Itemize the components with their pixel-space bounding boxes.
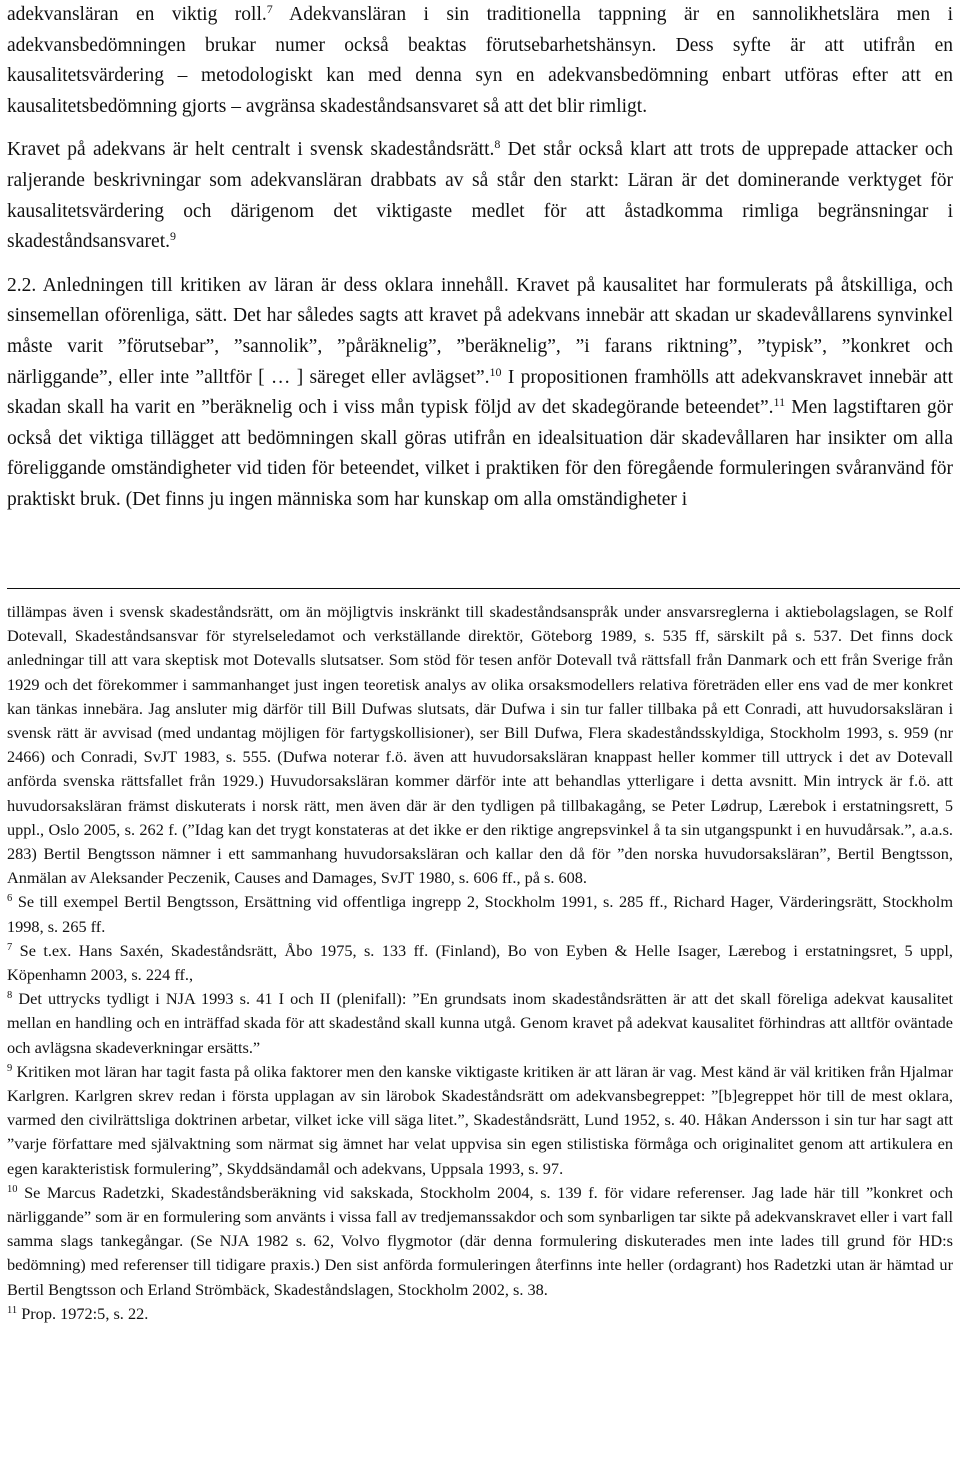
- footnote-number: 11: [7, 1304, 18, 1316]
- footnote-number: 8: [7, 990, 13, 1002]
- footnote-text: Se t.ex. Hans Saxén, Skadeståndsrätt, Åbo 1975, s. 133 ff. (Finland), Bo von Eyben & Helle Isager, Lærebog i erstatningsret, 5 uppl, Köpenhamn 2003, s. 224 ff.,: [7, 940, 953, 985]
- footnote-6: [7, 890, 953, 938]
- paragraph-3-text-a: 2.2. Anledningen till kritiken av läran är dess oklara innehåll. Kravet på kausalitet har formulerats på åtskilliga, och sinsemellan oförenliga, sätt. Det har således sagts att kravet på adekvans innebär att skadan ur skadevållarens synvinkel måste varit ”förutsebar”, ”sannolik”, ”påräknelig”, ”beräknelig”, ”i farans riktning”, ”typisk”, ”konkret och närliggande”, eller inte ”alltför [ … ] säreget eller avlägset”.: [7, 274, 953, 388]
- footnote-text: Se till exempel Bertil Bengtsson, Ersättning vid offentliga ingrepp 2, Stockholm 1991, s. 285 ff., Richard Hager, Värderingsrätt, Stockholm 1998, s. 265 ff.: [7, 892, 953, 936]
- footnote-number: 6: [7, 893, 13, 905]
- paragraph-3-text-b: I propositionen framhölls att adekvanskravet innebär att skadan skall ha varit en ”beräknelig och i viss mån typisk följd av det skadegörande beteendet”.: [7, 366, 954, 419]
- footnote-ref-8[interactable]: 8: [494, 137, 501, 152]
- paragraph-3-text-c: Men lagstiftaren gör också det viktiga tillägget att bedömningen skall göras utifrån en idealsituation där skadevållaren har insikter om alla föreliggande omständigheter vid tiden för beteendet, vilket i praktiken för den föregående formuleringen svåranvänd för praktiskt bruk. (Det finns ju ingen människa som har kunskap om alla omständigheter i: [7, 397, 954, 510]
- footnote-text: Se Marcus Radetzki, Skadeståndsberäkning vid sakskada, Stockholm 2004, s. 139 f. för vidare referenser. Jag lade här till ”konkret och närliggande” som är en formulering som använts i vissa fall av tredjemanssakdor och som synbarligen tar sikte på adekvanskravet eller i vart fall samma slags tankegångar. (Se NJA 1982 s. 62, Volvo flygmotor (där denna formulering diskuterades men inte lades till grund för HD:s bedömning) med referenser till tidigare praxis.) Den sist anförda formuleringen återfinns inte heller (ordagrant) hos Radetzki utan är hämtad ur Bertil Bengtsson och Erland Strömbäck, Skadeståndslagen, Stockholm 2002, s. 38.: [7, 1182, 953, 1299]
- paragraph-3: [7, 271, 953, 516]
- paragraph-1-text-b: Adekvansläran i sin traditionella tappning är en sannolikhetslära men i adekvansbedömningen brukar numer också beaktas förutsebarhetshänsyn. Dess syfte är att utifrån en kausalitetsvärdering – metodologiskt kan med denna syn en adekvansbedömning enbart utföras efter att en kausalitetsbedömning gjorts – avgränsa skadeståndsansvaret så att det blir rimligt.: [7, 4, 954, 117]
- footnote-7: [7, 939, 953, 987]
- footnote-separator: [7, 588, 960, 589]
- document-page: [7, 0, 954, 1323]
- paragraph-2: [7, 135, 953, 257]
- footnote-text: Det uttrycks tydligt i NJA 1993 s. 41 I och II (plenifall): ”En grundsats inom skadeståndsrätten är att det skall föreliga adekvat kausalitet mellan en handling och en inträffad skada för att skadestånd skall kunna utgå. Genom kravet på adekvat kausalitet förhindras att alltför oväntade och avlägsna skadeverkningar ersätts.”: [7, 989, 953, 1057]
- paragraph-2-text-b: Det står också klart att trots de upprepade attacker och raljerande beskrivningar som adekvansläran drabbats av så står den starkt: Läran är det dominerande verktyget för kausalitetsvärdering och därigenom det viktigaste medlet för att åstadkomma rimliga begränsningar i skadeståndsansvaret.: [7, 139, 954, 253]
- footnote-10: [7, 1181, 953, 1302]
- footnote-number: 7: [7, 941, 13, 953]
- paragraph-2-text-a: Kravet på adekvans är helt centralt i svensk skadeståndsrätt.: [7, 139, 495, 161]
- footnote-text: Prop. 1972:5, s. 22.: [17, 1303, 149, 1323]
- footnote-8: [7, 987, 953, 1060]
- footnote-ref-10[interactable]: 10: [489, 364, 502, 379]
- footnote-continuation: tillämpas även i svensk skadeståndsrätt, om än möjligtvis inskränkt till skadeståndsanspråk under ansvarsreglerna i aktiebolagslagen, se Rolf Dotevall, Skadeståndsansvar för styrelseledamot och verkställande direktör, Göteborg 1989, s. 535 ff, särskilt på s. 537. Det finns dock anledningar till att vara skeptisk mot Dotevalls slutsatser. Som stöd för tesen anför Dotevall två rättsfall från Danmark och ett från Sverige från 1929 och det förekommer i sammanhanget just ingen teoretisk analys av olika orsaksmodellers relativa företräden eller ens vad de mer konkret kan tänkas innebära. Jag ansluter mig därför till Bill Dufwas slutsats, där Dufwa i sin tur faller tillbaka på ett Conradi, att huvudorsaksläran i svensk rätt är avvisad (med undantag möjligen för fartygskollisioner), ser Bill Dufwa, Flera skadeståndsskyldiga, Stockholm 1993, s. 959 (nr 2466) och Conradi, SvJT 1983, s. 555. (Dufwa noterar f.ö. även att huvudorsaksläran knappast heller kommer till uttryck i det av Dotevall anförda svenska rättsfallet från 1929.) Huvudorsaksläran kommer därför inte att behandlas ytterligare i detta avsnitt. Min intryck är f.ö. att huvudorsaksläran främst diskuterats i norsk rätt, men även där är den tydligen på tillbakagång, se Peter Lødrup, Lærebok i erstatningsrett, 5 uppl., Oslo 2005, s. 262 f. (”Idag kan det trygt konstateras at det ikke er den riktige angrepsvinkel å ta sin utgangspunkt i en huvudårsak.”, a.a.s. 283) Bertil Bengtsson nämner i ett sammanhang huvudorsaksläran och kallar den då för ”den norska huvudorsaksläran”, Bertil Bengtsson, Anmälan av Aleksander Peczenik, Causes and Damages, SvJT 1980, s. 606 ff., på s. 608.: [7, 602, 953, 888]
- footnote-ref-9[interactable]: 9: [170, 229, 176, 244]
- paragraph-1: [7, 0, 953, 122]
- footnote-text: Kritiken mot läran har tagit fasta på olika faktorer men den kanske viktigaste kritiken är att läran är vag. Mest känd är väl kritiken från Hjalmar Karlgren. Karlgren skrev redan i första upplagan av sin lärobok Skadeståndsrätt om adekvansbegreppet: ”[b]egreppet hör till de mest oklara, varmed den civilrättsliga doktrinen arbetar, vilket icke vill säga litet.”, Skadeståndsrätt, Lund 1952, s. 40. Håkan Andersson i sin tur har sagt att ”varje författare med självaktning som närmat sig ämnet har velat uppvisa sin egen stilistiska förmåga och originalitet genom att artikulera en egen karakteristisk formulering”, Skyddsändamål och adekvans, Uppsala 1993, s. 97.: [7, 1061, 953, 1178]
- footnote-ref-7[interactable]: 7: [266, 2, 273, 16]
- main-text: [7, 0, 953, 516]
- footnote-number: 9: [7, 1062, 13, 1074]
- footnote-9: [7, 1060, 953, 1181]
- footnote-number: 10: [7, 1183, 18, 1195]
- paragraph-1-text-a: adekvansläran en viktig roll.: [7, 4, 267, 25]
- footnote-ref-11[interactable]: 11: [773, 395, 786, 410]
- footnote-11: [7, 1302, 953, 1326]
- footnotes-section: [7, 600, 953, 1326]
